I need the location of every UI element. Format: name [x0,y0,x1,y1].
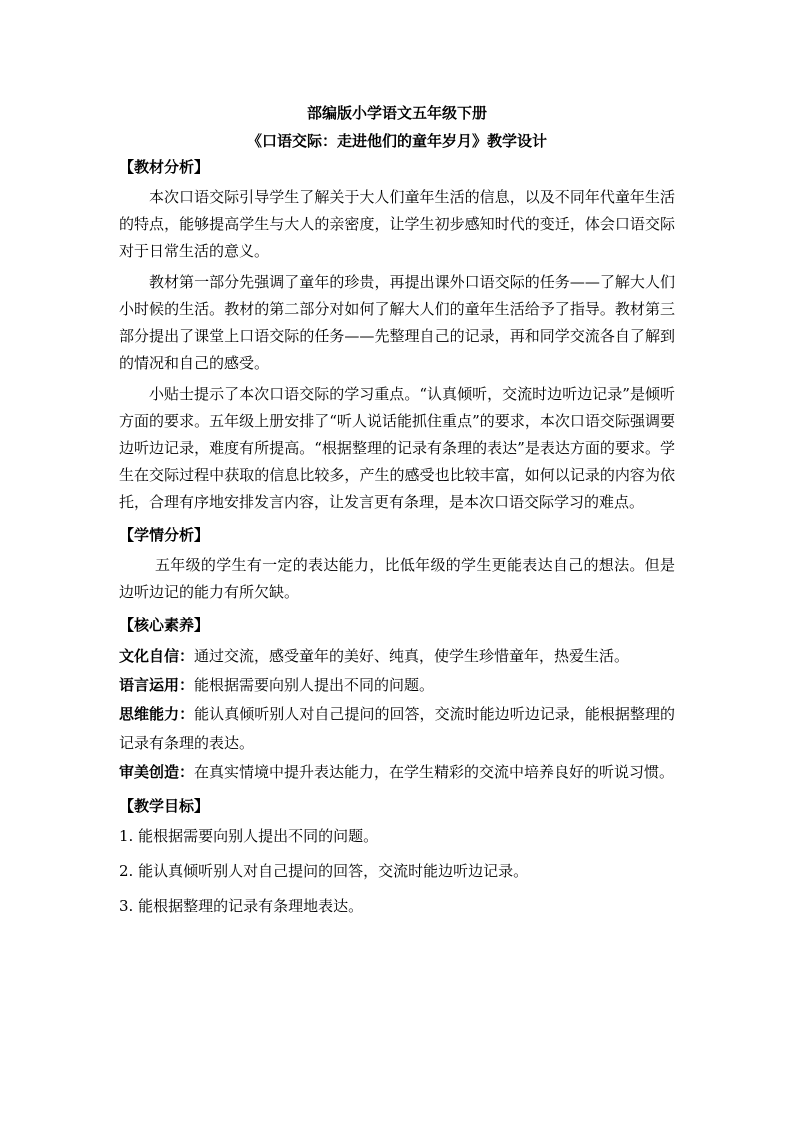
core-literacy-item [119,671,675,700]
core-literacy-label: 思维能力： [119,705,195,723]
textbook-analysis-paragraph-2: 教材第一部分先强调了童年的珍贵，再提出课外口语交际的任务——了解大人们小时候的生活。教材的第二部分对如何了解大人们的童年生活给予了指导。教材第三部分提出了课堂上口语交际的任务——先整理自己的记录，再和同学交流各自了解到的情况和自己的感受。 [119,273,675,372]
textbook-analysis-paragraph-1: 本次口语交际引导学生了解关于大人们童年生活的信息，以及不同年代童年生活的特点，能够提高学生与大人的亲密度，让学生初步感知时代的变迁，体会口语交际对于日常生活的意义。 [119,188,675,260]
core-literacy-list [119,642,675,787]
teaching-goal-item: 1. 能根据需要向别人提出不同的问题。 [119,827,379,845]
document-content [119,100,675,924]
core-literacy-item [119,700,675,758]
textbook-analysis-paragraph-3: 小贴士提示了本次口语交际的学习重点。“认真倾听，交流时边听边记录”是倾听方面的要求。五年级上册安排了“听人说话能抓住重点”的要求，本次口语交际强调要边听边记录，难度有所提高。“根据整理的记录有条理的表达”是表达方面的要求。学生在交际过程中获取的信息比较多，产生的感受也比较丰富，如何以记录的内容为依托，合理有序地安排发言内容，让发言更有条理，是本次口语交际学习的难点。 [119,385,675,511]
core-literacy-item [119,642,675,671]
heading-teaching-goals: 【教学目标】 [119,797,210,815]
core-literacy-label: 审美创造： [119,763,195,781]
core-literacy-text: 通过交流，感受童年的美好、纯真，使学生珍惜童年，热爱生活。 [194,647,630,665]
core-literacy-label: 文化自信： [119,647,195,665]
document-title-line2: 《口语交际：走进他们的童年岁月》教学设计 [246,132,547,150]
core-literacy-item [119,758,675,787]
teaching-goal-item: 3. 能根据整理的记录有条理地表达。 [119,897,364,915]
core-literacy-text: 在真实情境中提升表达能力，在学生精彩的交流中培养良好的听说习惯。 [194,763,675,781]
core-literacy-label: 语言运用： [119,676,195,694]
teaching-goals-list [119,819,675,924]
heading-textbook-analysis: 【教材分析】 [119,158,210,176]
core-literacy-text: 能根据需要向别人提出不同的问题。 [194,676,435,694]
heading-core-literacy: 【核心素养】 [119,616,210,634]
document-title-line1: 部编版小学语文五年级下册 [306,104,487,122]
learner-analysis-paragraph: 五年级的学生有一定的表达能力，比低年级的学生更能表达自己的想法。但是边听边记的能力有所欠缺。 [119,556,675,601]
teaching-goal-item: 2. 能认真倾听别人对自己提问的回答，交流时能边听边记录。 [119,862,529,880]
heading-learner-analysis: 【学情分析】 [119,526,210,544]
core-literacy-text: 能认真倾听别人对自己提问的回答，交流时能边听边记录，能根据整理的记录有条理的表达。 [119,705,675,752]
